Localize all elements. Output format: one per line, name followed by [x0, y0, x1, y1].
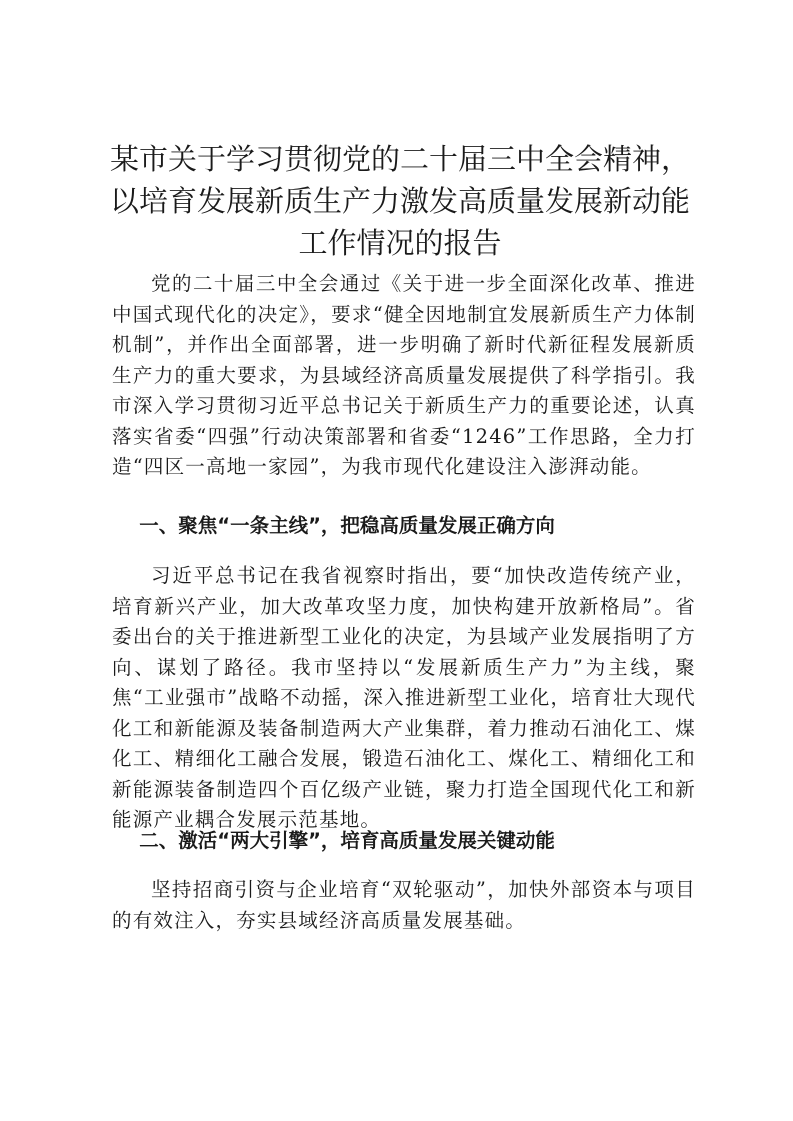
section-1-paragraph: 习近平总书记在我省视察时指出，要“加快改造传统产业，培育新兴产业，加大改革攻坚力度，加快构建开放新格局”。省委出台的关于推进新型工业化的决定，为县域产业发展指明了方向、谋划了路径。我市坚持以“发展新质生产力”为主线，聚焦“工业强市”战略不动摇，深入推进新型工业化，培育壮大现代化工和新能源及装备制造两大产业集群，着力推动石油化工、煤化工、精细化工融合发展，锻造石油化工、煤化工、精细化工和新能源装备制造四个百亿级产业链，聚力打造全国现代化工和新能源产业耦合发展示范基地。	[112, 564, 696, 831]
title-line-1: 某市关于学习贯彻党的二十届三中全会精神，	[109, 142, 690, 176]
section-heading-2: 二、激活“两大引擎”，培育高质量发展关键动能	[139, 829, 555, 852]
title-line-2: 以培育发展新质生产力激发高质量发展新动能	[109, 184, 690, 218]
title-line-3: 工作情况的报告	[298, 226, 502, 260]
intro-paragraph: 党的二十届三中全会通过《关于进一步全面深化改革、推进中国式现代化的决定》，要求“健全因地制宜发展新质生产力体制机制”，并作出全面部署，进一步明确了新时代新征程发展新质生产力的重大要求，为县域经济高质量发展提供了科学指引。我市深入学习贯彻习近平总书记关于新质生产力的重要论述，认真落实省委“四强”行动决策部署和省委“1246”工作思路，全力打造“四区一高地一家园”，为我市现代化建设注入澎湃动能。	[112, 272, 696, 478]
section-2-paragraph: 坚持招商引资与企业培育“双轮驱动”，加快外部资本与项目的有效注入，夯实县域经济高质量发展基础。	[112, 878, 696, 932]
document-title	[100, 138, 700, 264]
section-heading-1: 一、聚焦“一条主线”，把稳高质量发展正确方向	[139, 514, 555, 537]
